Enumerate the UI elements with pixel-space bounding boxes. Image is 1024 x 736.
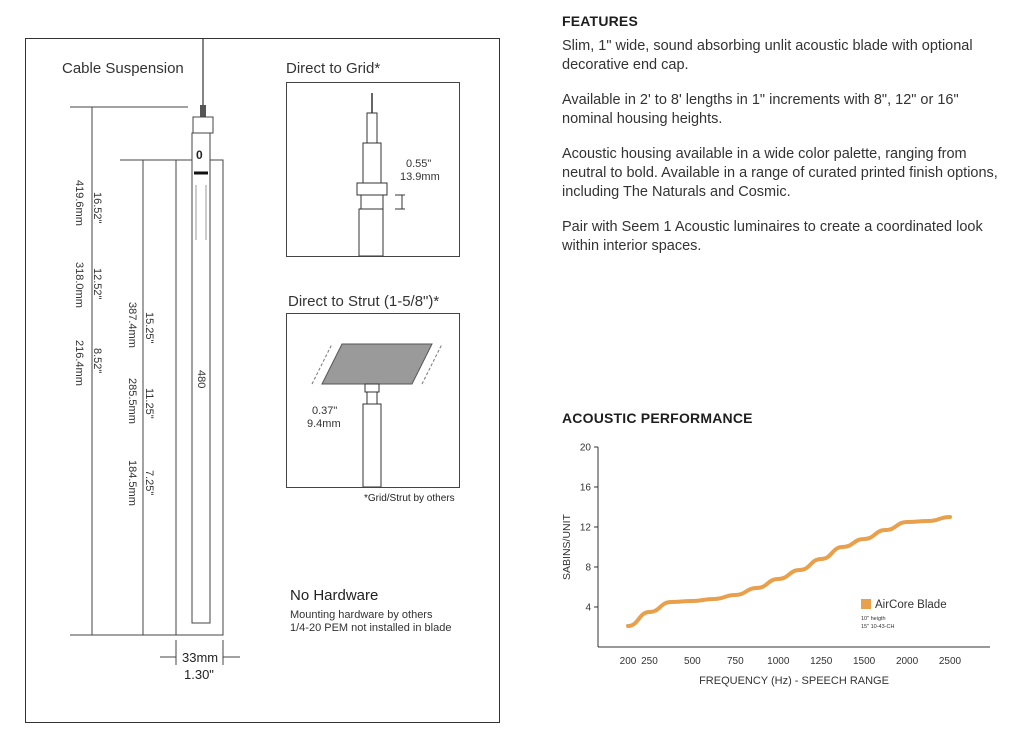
grid-dim-in: 0.55" <box>406 158 432 170</box>
blade-top-label: 0 <box>196 148 203 162</box>
strut-dim-mm: 9.4mm <box>307 418 341 430</box>
feature-paragraph-1: Slim, 1" wide, sound absorbing unlit acoustic blade with optional decorative end cap. <box>562 38 973 73</box>
no-hardware-title: No Hardware <box>290 587 379 604</box>
y-tick-label: 12 <box>579 522 591 534</box>
dim-inner-in-1: 11.25" <box>143 388 155 419</box>
dim-inner-in-2: 7.25" <box>143 470 155 496</box>
dim-outer-in-0: 16.52" <box>91 192 103 224</box>
y-tick-label: 20 <box>579 442 591 454</box>
legend-swatch <box>861 599 871 609</box>
strut-detail-drawing <box>287 314 459 487</box>
direct-to-grid-label: Direct to Grid* <box>286 60 381 77</box>
no-hardware-line1: Mounting hardware by others <box>290 609 433 621</box>
acoustic-chart <box>550 432 1010 697</box>
y-tick-label: 8 <box>585 562 591 574</box>
x-tick-label: 1000 <box>767 656 790 667</box>
acoustic-title: ACOUSTIC PERFORMANCE <box>562 410 753 426</box>
legend-note-2: 15" 10-43-CH <box>861 624 895 630</box>
y-tick-label: 16 <box>579 482 591 494</box>
dim-inner-mm-0: 387.4mm <box>126 302 138 348</box>
x-tick-label: 2000 <box>895 656 919 667</box>
dim-inner-mm-1: 285.5mm <box>126 378 138 424</box>
legend-label: AirCore Blade <box>875 599 947 611</box>
grid-dim-mm: 13.9mm <box>400 171 440 183</box>
width-mm-label: 33mm <box>182 650 219 665</box>
feature-paragraph-4: Pair with Seem 1 Acoustic luminaires to create a coordinated look within interior spaces. <box>562 219 983 254</box>
no-hardware-line2: 1/4-20 PEM not installed in blade <box>290 622 452 634</box>
x-tick-label: 1500 <box>853 656 876 667</box>
dim-inner-in-0: 15.25" <box>143 312 155 344</box>
dim-outer-mm-1: 318.0mm <box>73 262 85 308</box>
strut-dim-in: 0.37" <box>312 405 338 417</box>
grid-strut-note: *Grid/Strut by others <box>364 493 455 504</box>
dim-outer-in-2: 8.52" <box>91 348 103 374</box>
blade-mid-label: 480 <box>195 370 207 389</box>
strut-detail-box <box>286 313 460 488</box>
features-title: FEATURES <box>562 13 639 29</box>
dim-outer-mm-2: 216.4mm <box>73 340 85 386</box>
y-axis-label: SABINS/UNIT <box>561 514 573 580</box>
x-tick-label: 200 <box>619 656 637 667</box>
x-tick-label: 750 <box>726 656 744 667</box>
feature-paragraph-2: Available in 2' to 8' lengths in 1" increments with 8", 12" or 16" nominal housing heights. <box>562 92 959 127</box>
grid-detail-drawing <box>287 83 459 256</box>
x-tick-label: 1250 <box>810 656 833 667</box>
feature-paragraph-3: Acoustic housing available in a wide color palette, ranging from neutral to bold. Available in a range of curated printed finish options, including The Naturals and Cosmic. <box>562 146 998 200</box>
y-tick-label: 4 <box>585 602 591 614</box>
width-in-label: 1.30" <box>184 667 214 682</box>
dim-outer-in-1: 12.52" <box>91 268 103 300</box>
dim-inner-mm-2: 184.5mm <box>126 460 138 506</box>
x-axis-label: FREQUENCY (Hz) - SPEECH RANGE <box>699 675 889 687</box>
x-tick-label: 500 <box>684 656 701 667</box>
legend-note-1: 10" heigth <box>861 616 886 622</box>
direct-to-strut-label: Direct to Strut (1-5/8")* <box>288 293 440 310</box>
dim-outer-mm-0: 419.6mm <box>73 180 85 226</box>
cable-suspension-label: Cable Suspension <box>62 60 184 77</box>
x-tick-label: 250 <box>641 656 658 667</box>
x-tick-label: 2500 <box>938 656 962 667</box>
grid-detail-box <box>286 82 460 257</box>
